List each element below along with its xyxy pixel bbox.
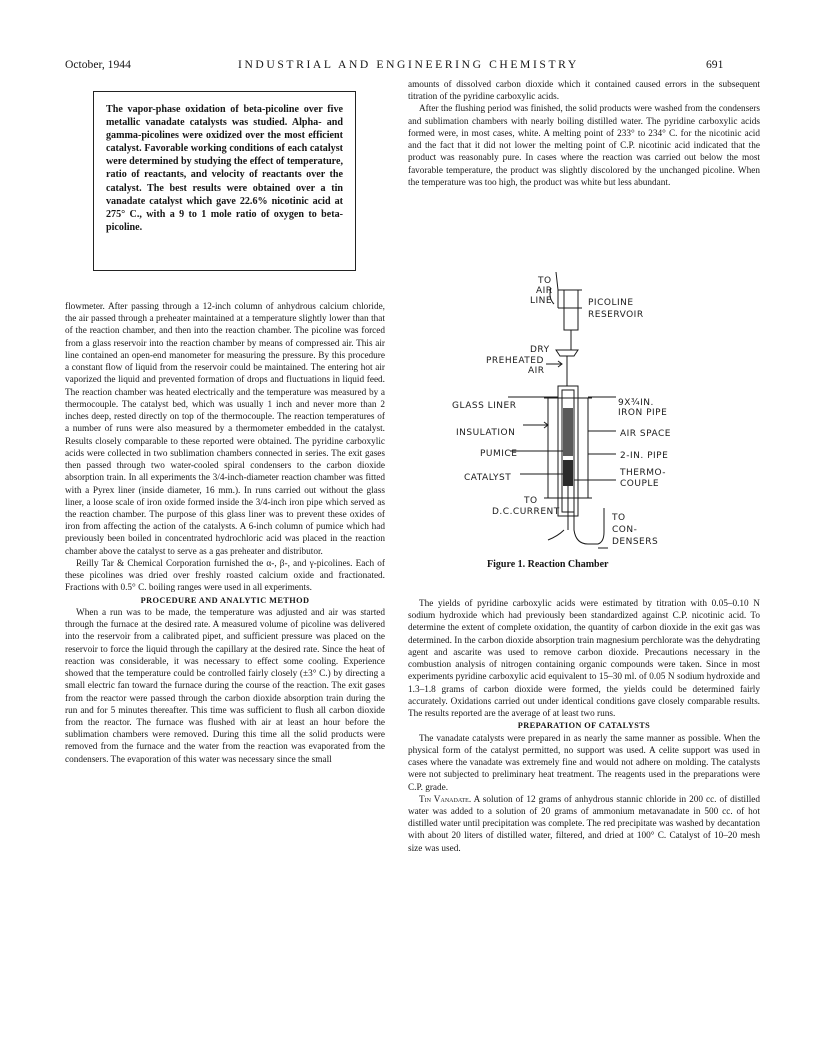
paragraph: amounts of dissolved carbon dioxide which it contained caused errors in the subsequent titration of the pyridine carboxylic acids. xyxy=(408,80,760,103)
label-iron-pipe: IRON PIPE xyxy=(618,408,668,418)
section-heading: PROCEDURE AND ANALYTIC METHOD xyxy=(140,595,310,605)
label-dc-current: TO xyxy=(524,496,538,506)
page-header-date: October, 1944 xyxy=(65,58,131,71)
label-dry-preheated-air: PREHEATED xyxy=(486,356,544,366)
right-column-top xyxy=(408,79,760,189)
figure-reaction-chamber xyxy=(448,268,738,552)
figure-caption: Figure 1. Reaction Chamber xyxy=(487,559,609,570)
label-dc-current: D.C.CURRENT xyxy=(492,507,560,517)
paragraph xyxy=(408,794,760,855)
abstract-text: The vapor-phase oxidation of beta-picoline over five metallic vanadate catalysts was studied. Alpha- and gamma-picolines were oxidized over the most efficient catalyst. Favorable working conditions of each catalyst were determined by studying the effect of temperature, ratio of reactants, and velocity of reactants over the catalyst. The best results were obtained over a tin vanadate catalyst which gave 22.6% nicotinic acid at 275° C., with a 9 to 1 mole ratio of oxygen to beta-picoline. xyxy=(106,104,343,233)
label-picoline-reservoir: PICOLINE xyxy=(588,298,634,308)
label-2-in-pipe: 2-IN. PIPE xyxy=(620,451,669,461)
label-air-space: AIR SPACE xyxy=(620,429,671,439)
paragraph: After the flushing period was finished, the solid products were washed from the condensers and sublimation chambers with nearly boiling distilled water. The pyridine carboxylic acids formed were, in most cases, white. A melting point of 233° to 234° C. for the nicotinic acid and the fact that it did not lower the melting point of C.P. nicotinic acid indicated that the product was reasonably pure. In cases where the reaction was carried out below the most favorable temperature, the product was slightly discolored by the unchanged picoline. When the temperature was too high, the product was white but less abundant. xyxy=(408,104,760,188)
label-picoline-reservoir: RESERVOIR xyxy=(588,310,644,320)
paragraph: The yields of pyridine carboxylic acids were estimated by titration with 0.05–0.10 N sodium hydroxide which had previously been standardized against C.P. nicotinic acid. To determine the extent of complete oxidation, the quantity of carbon dioxide in the exit gas was determined. In the carbon dioxide absorption train magnesium perchlorate was the dehydrating agent and ascarite was used to remove carbon dioxide. Precautions necessary in the combustion analysis of nitrogen containing organic compounds were taken. Since in most experiments pyridine carboxylic acid equivalent to 15–30 ml. of 0.05 N sodium hydroxide and 1.3–1.8 grams of carbon dioxide were formed, the yields could be determined fairly accurately. Oxidations carried out under identical conditions gave closely comparable results. The results reported are the average of at least two runs. xyxy=(408,599,760,720)
label-to-condensers: TO xyxy=(612,513,626,523)
label-dry-preheated-air: AIR xyxy=(528,366,545,376)
label-thermocouple: THERMO- xyxy=(620,468,667,478)
label-to-air-line: AIR xyxy=(536,286,553,296)
section-heading: PREPARATION OF CATALYSTS xyxy=(517,721,651,731)
diagram-labels xyxy=(448,268,738,552)
abstract-box xyxy=(93,91,356,271)
left-column xyxy=(65,301,385,766)
paragraph: flowmeter. After passing through a 12-inch column of anhydrous calcium chloride, the air passed through a preheater maintained at a temperature slightly lower than that of the reaction chamber, and then into the reaction chamber. The picoline was forced from a glass reservoir into the reaction chamber by means of compressed air. This air line contained an open-end manometer for measuring the pressure. By this procedure a constant flow of liquid from the reservoir could be maintained. The entering hot air vaporized the liquid and prevented formation of drops and fluctuations in liquid feed. The reaction chamber was heated electrically and the temperature was measured by a thermocouple. The catalyst bed, which was usually 1 inch and never more than 2 inches deep, rested directly on top of the thermocouple. The reaction temperatures of a number of runs were also measured by a thermometer embedded in the catalyst. Results closely comparable to these reported were obtained. The pyridine carboxylic acids were collected in two sublimation chambers connected in series. The exit gases then passed through two water-cooled spiral condensers to the carbon dioxide absorption train. In all experiments the 3/4-inch-diameter reaction chamber was fitted with a Pyrex liner (inside diameter, 16 mm.). In runs carried out without the glass liner, a loose scale of iron oxide formed inside the 3/4-inch iron pipe which served as the reaction chamber. The purpose of this glass liner was to prevent these oxides of iron from affecting the action of the catalysts. A 6-inch column of pumice which had previously been boiled in concentrated hydrochloric acid was placed in the reaction chamber above the catalyst to serve as a gas preheater and distributor. xyxy=(65,302,385,557)
paragraph: The vanadate catalysts were prepared in as nearly the same manner as possible. When the physical form of the catalyst permitted, no support was used. A celite support was used in cases where the vanadate was extremely fine and would not adhere on molding. The catalysts were not subjected to preliminary heat treatment. The reagents used in the preparations were C.P. grade. xyxy=(408,733,760,793)
page-number: 691 xyxy=(706,58,724,71)
right-column-bottom xyxy=(408,598,760,855)
label-glass-liner: GLASS LINER xyxy=(452,401,517,411)
paragraph: Reilly Tar & Chemical Corporation furnished the α-, β-, and γ-picolines. Each of these picolines was dried over freshly roasted calcium oxide and fractionated. Fractions with 0.5° C. boiling ranges were used in all experiments. xyxy=(65,558,385,594)
label-iron-pipe: 9X¾IN. xyxy=(618,398,654,408)
label-insulation: INSULATION xyxy=(456,428,516,438)
paragraph: When a run was to be made, the temperature was adjusted and air was started through the furnace at the desired rate. A measured volume of picoline was delivered into the reservoir from a calibrated pipet, and sufficient pressure was placed on the reservoir to force the liquid through the capillary at the desired rate. Since the heat of reaction was considerable, it was necessary to effect some cooling. Experience showed that the temperature could be controlled fairly closely (±3° C.) by directing a small electric fan toward the furnace during the course of the reaction. The exit gases from the reactor were passed through the carbon dioxide absorption train during the run and for 5 minutes thereafter. This time was sufficient to flush all carbon dioxide from the reactor. The furnace was flushed with air at least an hour before the sublimation chambers were removed. During this time all the solid products were removed from the furnace and the water from the reaction was evaporated from the condensers. The evaporation of this water was necessary since the small xyxy=(65,607,385,765)
label-to-air-line: TO xyxy=(538,276,552,286)
label-catalyst: CATALYST xyxy=(464,473,512,483)
label-to-air-line: LINE xyxy=(530,296,553,306)
paragraph-body: A solution of 12 grams of anhydrous stannic chloride in 200 cc. of distilled water was added to a solution of 20 grams of ammonium metavanadate in 500 cc. of hot distilled water until precipitation was complete. The red precipitate was washed by decantation with about 20 liters of distilled water, filtered, and dried at 100° C. Catalyst of 10–20 mesh size was used. xyxy=(408,794,760,854)
label-dry-preheated-air: DRY xyxy=(530,345,550,355)
page-header-journal: INDUSTRIAL AND ENGINEERING CHEMISTRY xyxy=(238,58,579,71)
label-thermocouple: COUPLE xyxy=(620,479,660,489)
subsection-lead: Tin Vanadate. xyxy=(419,794,472,805)
label-pumice: PUMICE xyxy=(480,449,518,459)
label-to-condensers: CON- xyxy=(612,525,638,535)
label-to-condensers: DENSERS xyxy=(612,537,659,547)
